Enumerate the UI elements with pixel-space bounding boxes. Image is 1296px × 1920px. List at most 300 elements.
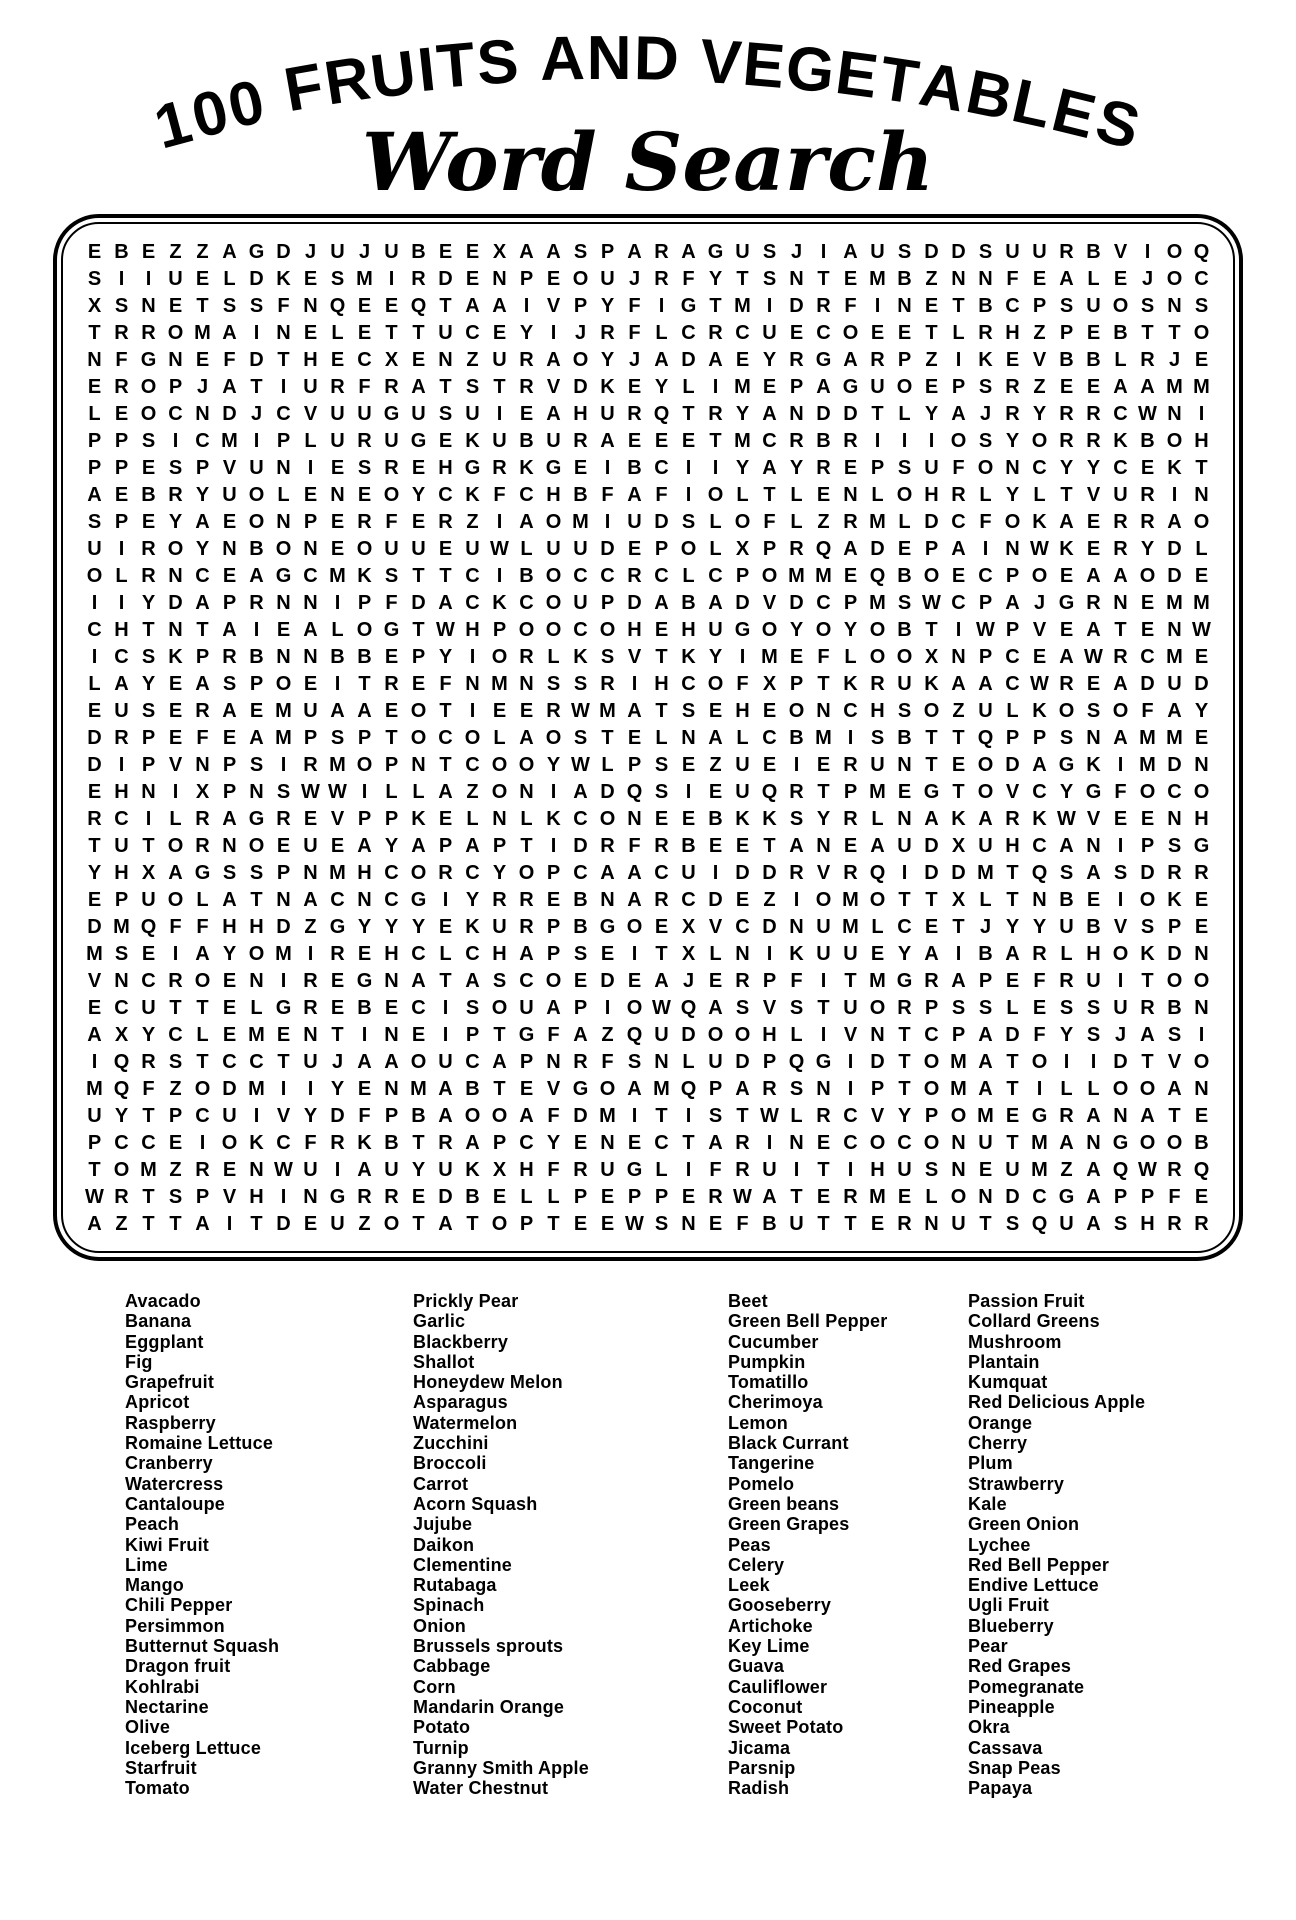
grid-letter: P [1140,1185,1155,1208]
grid-letter: S [1059,294,1074,317]
grid-letter: P [600,240,615,263]
grid-letter: I [712,456,719,479]
grid-letter: R [492,456,507,479]
grid-letter: Q [788,1050,805,1073]
grid-letter: T [169,1212,182,1235]
grid-letter: L [655,726,668,749]
grid-letter: E [357,1077,372,1100]
grid-letter: N [816,1077,831,1100]
word-list-item: Banana [125,1311,192,1332]
grid-letter: E [789,645,804,668]
grid-letter: A [546,402,561,425]
grid-row [73,454,1223,481]
word-list-item: Prickly Pear [413,1291,519,1311]
grid-letter: D [708,888,723,911]
grid-letter: K [681,645,696,668]
grid-letter: T [601,726,614,749]
grid-letter: O [113,1158,130,1181]
title-char: S [475,26,523,99]
grid-letter: A [735,1077,750,1100]
grid-letter: R [303,753,318,776]
grid-letter: K [357,564,372,587]
grid-letter: N [789,1131,804,1154]
grid-letter: K [1086,753,1101,776]
grid-row [73,1075,1223,1102]
grid-letter: W [274,1158,293,1181]
grid-letter: R [141,537,156,560]
grid-letter: V [1167,1050,1182,1073]
word-list-item: Brussels sprouts [413,1636,564,1657]
grid-letter: E [1005,348,1020,371]
grid-letter: D [735,1050,750,1073]
grid-letter: O [518,618,535,641]
grid-letter: N [897,753,912,776]
word-list-item: Potato [413,1717,471,1738]
grid-letter: S [249,861,264,884]
grid-letter: U [978,699,993,722]
grid-letter: G [1031,1104,1048,1127]
grid-letter: J [331,1050,344,1073]
grid-letter: Y [303,1104,318,1127]
grid-letter: P [1032,726,1047,749]
grid-letter: O [383,1212,400,1235]
grid-letter: U [114,699,129,722]
grid-letter: T [898,1050,911,1073]
grid-letter: I [496,564,503,587]
grid-letter: E [330,510,345,533]
grid-letter: E [1086,375,1101,398]
grid-row [73,292,1223,319]
grid-letter: L [736,483,749,506]
grid-letter: D [789,591,804,614]
grid-letter: Y [357,915,372,938]
grid-letter: C [465,321,480,344]
title-char: U [367,37,423,113]
grid-letter: U [438,321,453,344]
grid-letter: L [466,807,479,830]
grid-letter: P [1113,1185,1128,1208]
grid-letter: T [385,321,398,344]
grid-letter: E [195,348,210,371]
grid-row [73,481,1223,508]
grid-letter: O [680,537,697,560]
grid-letter: L [871,807,884,830]
grid-letter: N [897,294,912,317]
title-char: I [414,34,442,106]
grid-letter: A [249,726,264,749]
grid-letter: V [222,1185,237,1208]
grid-letter: D [600,537,615,560]
grid-letter: P [114,888,129,911]
grid-letter: T [1168,321,1181,344]
grid-letter: S [762,240,777,263]
grid-letter: R [843,753,858,776]
grid-letter: C [1005,645,1020,668]
grid-letter: I [496,510,503,533]
grid-letter: R [519,375,534,398]
grid-letter: T [1006,1050,1019,1073]
grid-letter: N [222,537,237,560]
grid-letter: A [654,348,669,371]
grid-letter: Y [141,591,156,614]
grid-letter: N [249,780,264,803]
grid-letter: G [329,915,346,938]
grid-letter: P [384,807,399,830]
grid-letter: U [330,429,345,452]
word-list-item: Snap Peas [968,1757,1061,1778]
grid-letter: O [1139,564,1156,587]
word-list-item: Kohlrabi [125,1676,200,1697]
grid-letter: L [736,726,749,749]
grid-letter: O [248,834,265,857]
grid-row [73,562,1223,589]
word-list-item: Corn [413,1676,456,1697]
grid-letter: P [195,456,210,479]
grid-letter: I [118,591,125,614]
grid-letter: Q [1193,1158,1210,1181]
grid-letter: L [709,537,722,560]
grid-letter: G [626,1158,643,1181]
title-block [0,0,1296,209]
grid-letter: T [898,888,911,911]
grid-letter: G [680,294,697,317]
grid-letter: W [625,1212,644,1235]
grid-letter: G [329,1185,346,1208]
grid-letter: L [1195,537,1208,560]
word-list-item: Sweet Potato [728,1717,844,1738]
grid-letter: O [734,1023,751,1046]
grid-letter: A [249,564,264,587]
grid-letter: P [1005,726,1020,749]
grid-letter: V [1005,780,1020,803]
grid-letter: C [654,564,669,587]
grid-letter: E [1059,618,1074,641]
grid-letter: C [951,510,966,533]
grid-letter: T [88,1158,101,1181]
grid-letter: V [222,456,237,479]
grid-letter: E [87,240,102,263]
grid-letter: E [1194,726,1209,749]
title-char [679,29,701,92]
grid-letter: K [789,942,804,965]
grid-letter: P [924,1104,939,1127]
grid-letter: G [572,1077,589,1100]
grid-letter: H [465,618,480,641]
grid-letter: I [1198,402,1205,425]
grid-letter: E [222,969,237,992]
grid-letter: T [925,321,938,344]
grid-letter: P [114,510,129,533]
grid-letter: I [253,1104,260,1127]
grid-letter: L [547,1185,560,1208]
grid-letter: F [601,483,614,506]
grid-letter: S [168,456,183,479]
grid-letter: B [681,834,696,857]
grid-letter: D [762,861,777,884]
grid-letter: Y [195,537,210,560]
grid-letter: A [762,402,777,425]
grid-letter: H [357,861,372,884]
grid-letter: I [955,618,962,641]
word-list-item: Cherimoya [728,1392,823,1413]
grid-letter: S [789,1077,804,1100]
grid-letter: T [925,888,938,911]
grid-letter: X [681,942,696,965]
grid-letter: C [330,888,345,911]
grid-letter: L [925,1185,938,1208]
grid-letter: C [519,969,534,992]
grid-letter: F [547,1158,560,1181]
grid-letter: P [411,645,426,668]
grid-letter: N [1194,996,1209,1019]
grid-letter: E [303,807,318,830]
grid-letter: Y [384,915,399,938]
grid-letter: T [1168,1104,1181,1127]
grid-letter: O [248,483,265,506]
grid-letter: D [1167,537,1182,560]
grid-letter: P [141,726,156,749]
grid-letter: Q [680,1077,697,1100]
grid-letter: G [1085,780,1102,803]
word-list-item: Cabbage [413,1656,491,1677]
grid-letter: T [412,564,425,587]
grid-letter: E [357,294,372,317]
grid-letter: T [250,375,263,398]
grid-letter: P [978,969,993,992]
grid-letter: S [222,672,237,695]
grid-letter: F [817,645,830,668]
grid-letter: M [491,672,508,695]
grid-letter: C [843,1104,858,1127]
grid-letter: P [924,996,939,1019]
title-char: R [319,43,377,119]
word-list-item: Mango [125,1575,184,1596]
grid-letter: W [1084,645,1103,668]
grid-letter: C [519,483,534,506]
word-list-item: Asparagus [413,1392,508,1413]
grid-letter: I [172,429,179,452]
grid-letter: A [1032,753,1047,776]
grid-letter: F [115,348,128,371]
grid-letter: T [1006,1131,1019,1154]
grid-letter: A [978,1023,993,1046]
grid-letter: O [491,996,508,1019]
grid-letter: N [546,1050,561,1073]
grid-letter: U [762,1158,777,1181]
grid-letter: I [550,834,557,857]
grid-letter: U [600,402,615,425]
grid-letter: A [1059,645,1074,668]
word-list-item: Zucchini [413,1433,489,1454]
grid-letter: X [681,915,696,938]
grid-letter: L [601,753,614,776]
grid-letter: Q [1031,861,1048,884]
grid-letter: D [789,294,804,317]
grid-letter: I [307,1077,314,1100]
grid-letter: R [168,969,183,992]
grid-letter: R [897,996,912,1019]
grid-letter: R [789,348,804,371]
grid-letter: I [199,1131,206,1154]
grid-letter: F [736,672,749,695]
grid-letter: R [843,1185,858,1208]
grid-letter: T [952,780,965,803]
grid-letter: P [978,645,993,668]
grid-letter: N [789,267,804,290]
grid-letter: E [708,699,723,722]
grid-letter: A [1167,699,1182,722]
grid-letter: S [1059,861,1074,884]
grid-letter: T [331,1023,344,1046]
grid-letter: T [952,915,965,938]
grid-letter: E [951,564,966,587]
grid-letter: L [655,1158,668,1181]
grid-letter: I [469,699,476,722]
grid-letter: D [276,915,291,938]
grid-row [73,670,1223,697]
grid-letter: T [250,888,263,911]
grid-letter: I [118,537,125,560]
grid-letter: T [898,1077,911,1100]
grid-letter: R [735,1131,750,1154]
grid-letter: Y [897,1104,912,1127]
grid-letter: X [762,672,777,695]
grid-letter: H [1005,321,1020,344]
grid-letter: W [1030,537,1049,560]
grid-letter: E [1032,645,1047,668]
grid-letter: O [896,375,913,398]
title-char: F [279,50,331,126]
grid-letter: T [412,618,425,641]
grid-letter: R [789,780,804,803]
word-list-item: Celery [728,1554,785,1575]
grid-letter: T [142,834,155,857]
word-list-item: Coconut [728,1696,803,1717]
grid-letter: U [222,483,237,506]
grid-letter: I [685,456,692,479]
grid-letter: M [221,429,238,452]
grid-letter: L [520,1185,533,1208]
grid-letter: Y [600,294,615,317]
grid-letter: A [357,1050,372,1073]
grid-letter: L [385,780,398,803]
grid-letter: A [1059,510,1074,533]
grid-letter: R [1140,996,1155,1019]
grid-letter: O [140,402,157,425]
word-list-item: Carrot [413,1473,469,1494]
grid-letter: I [145,267,152,290]
grid-letter: D [1005,1023,1020,1046]
grid-letter: E [546,267,561,290]
word-list-item: Pineapple [968,1696,1055,1717]
grid-letter: P [384,1104,399,1127]
grid-letter: O [545,564,562,587]
grid-letter: O [545,510,562,533]
grid-letter: Q [410,294,427,317]
word-list-item: Strawberry [968,1473,1065,1494]
grid-letter: N [978,1185,993,1208]
word-list-item: Red Grapes [968,1656,1072,1677]
grid-letter: A [465,969,480,992]
word-list-item: Watermelon [413,1412,518,1433]
title-char: 0 [221,66,273,142]
grid-letter: E [1140,618,1155,641]
grid-letter: T [655,699,668,722]
grid-letter: I [307,456,314,479]
grid-letter: U [303,1158,318,1181]
grid-letter: I [280,375,287,398]
grid-letter: A [924,942,939,965]
grid-letter: M [734,294,751,317]
grid-letter: K [519,456,534,479]
grid-letter: D [87,726,102,749]
word-list-item: Cassava [968,1737,1043,1758]
grid-letter: R [843,861,858,884]
grid-letter: U [627,510,642,533]
grid-letter: A [195,591,210,614]
word-list-column [968,1291,1268,1798]
grid-letter: Z [763,888,776,911]
grid-letter: M [356,267,373,290]
grid-letter: A [627,888,642,911]
word-list-item: Peach [125,1514,180,1535]
grid-letter: E [708,969,723,992]
grid-letter: O [140,375,157,398]
grid-letter: S [357,456,372,479]
grid-letter: E [222,564,237,587]
grid-letter: Q [815,537,832,560]
grid-row [73,1210,1223,1237]
grid-letter: R [141,564,156,587]
word-list-item: Blackberry [413,1331,509,1352]
grid-letter: I [469,645,476,668]
grid-letter: C [411,996,426,1019]
grid-letter: I [172,942,179,965]
grid-letter: P [870,1077,885,1100]
grid-letter: I [901,861,908,884]
grid-letter: A [951,672,966,695]
grid-letter: W [733,1185,752,1208]
grid-letter: U [1059,1212,1074,1235]
grid-letter: V [330,807,345,830]
grid-letter: S [546,672,561,695]
grid-letter: E [600,1212,615,1235]
grid-letter: W [490,537,509,560]
grid-letter: P [114,429,129,452]
grid-letter: D [681,1023,696,1046]
word-list-item: Raspberry [125,1412,216,1433]
grid-letter: M [410,1077,427,1100]
grid-letter: U [843,942,858,965]
title-char: 1 [147,86,201,163]
grid-letter: U [303,834,318,857]
grid-letter: E [276,1023,291,1046]
word-list-item: Mandarin Orange [413,1696,565,1717]
grid-letter: T [385,726,398,749]
grid-letter: O [1112,294,1129,317]
grid-letter: N [1005,537,1020,560]
grid-letter: U [762,321,777,344]
grid-letter: G [815,348,832,371]
grid-letter: A [87,1212,102,1235]
grid-letter: E [1086,510,1101,533]
grid-letter: Z [601,1023,614,1046]
grid-letter: L [88,672,101,695]
grid-letter: N [1194,753,1209,776]
grid-letter: Q [653,402,670,425]
grid-letter: T [250,1212,263,1235]
grid-letter: T [439,294,452,317]
